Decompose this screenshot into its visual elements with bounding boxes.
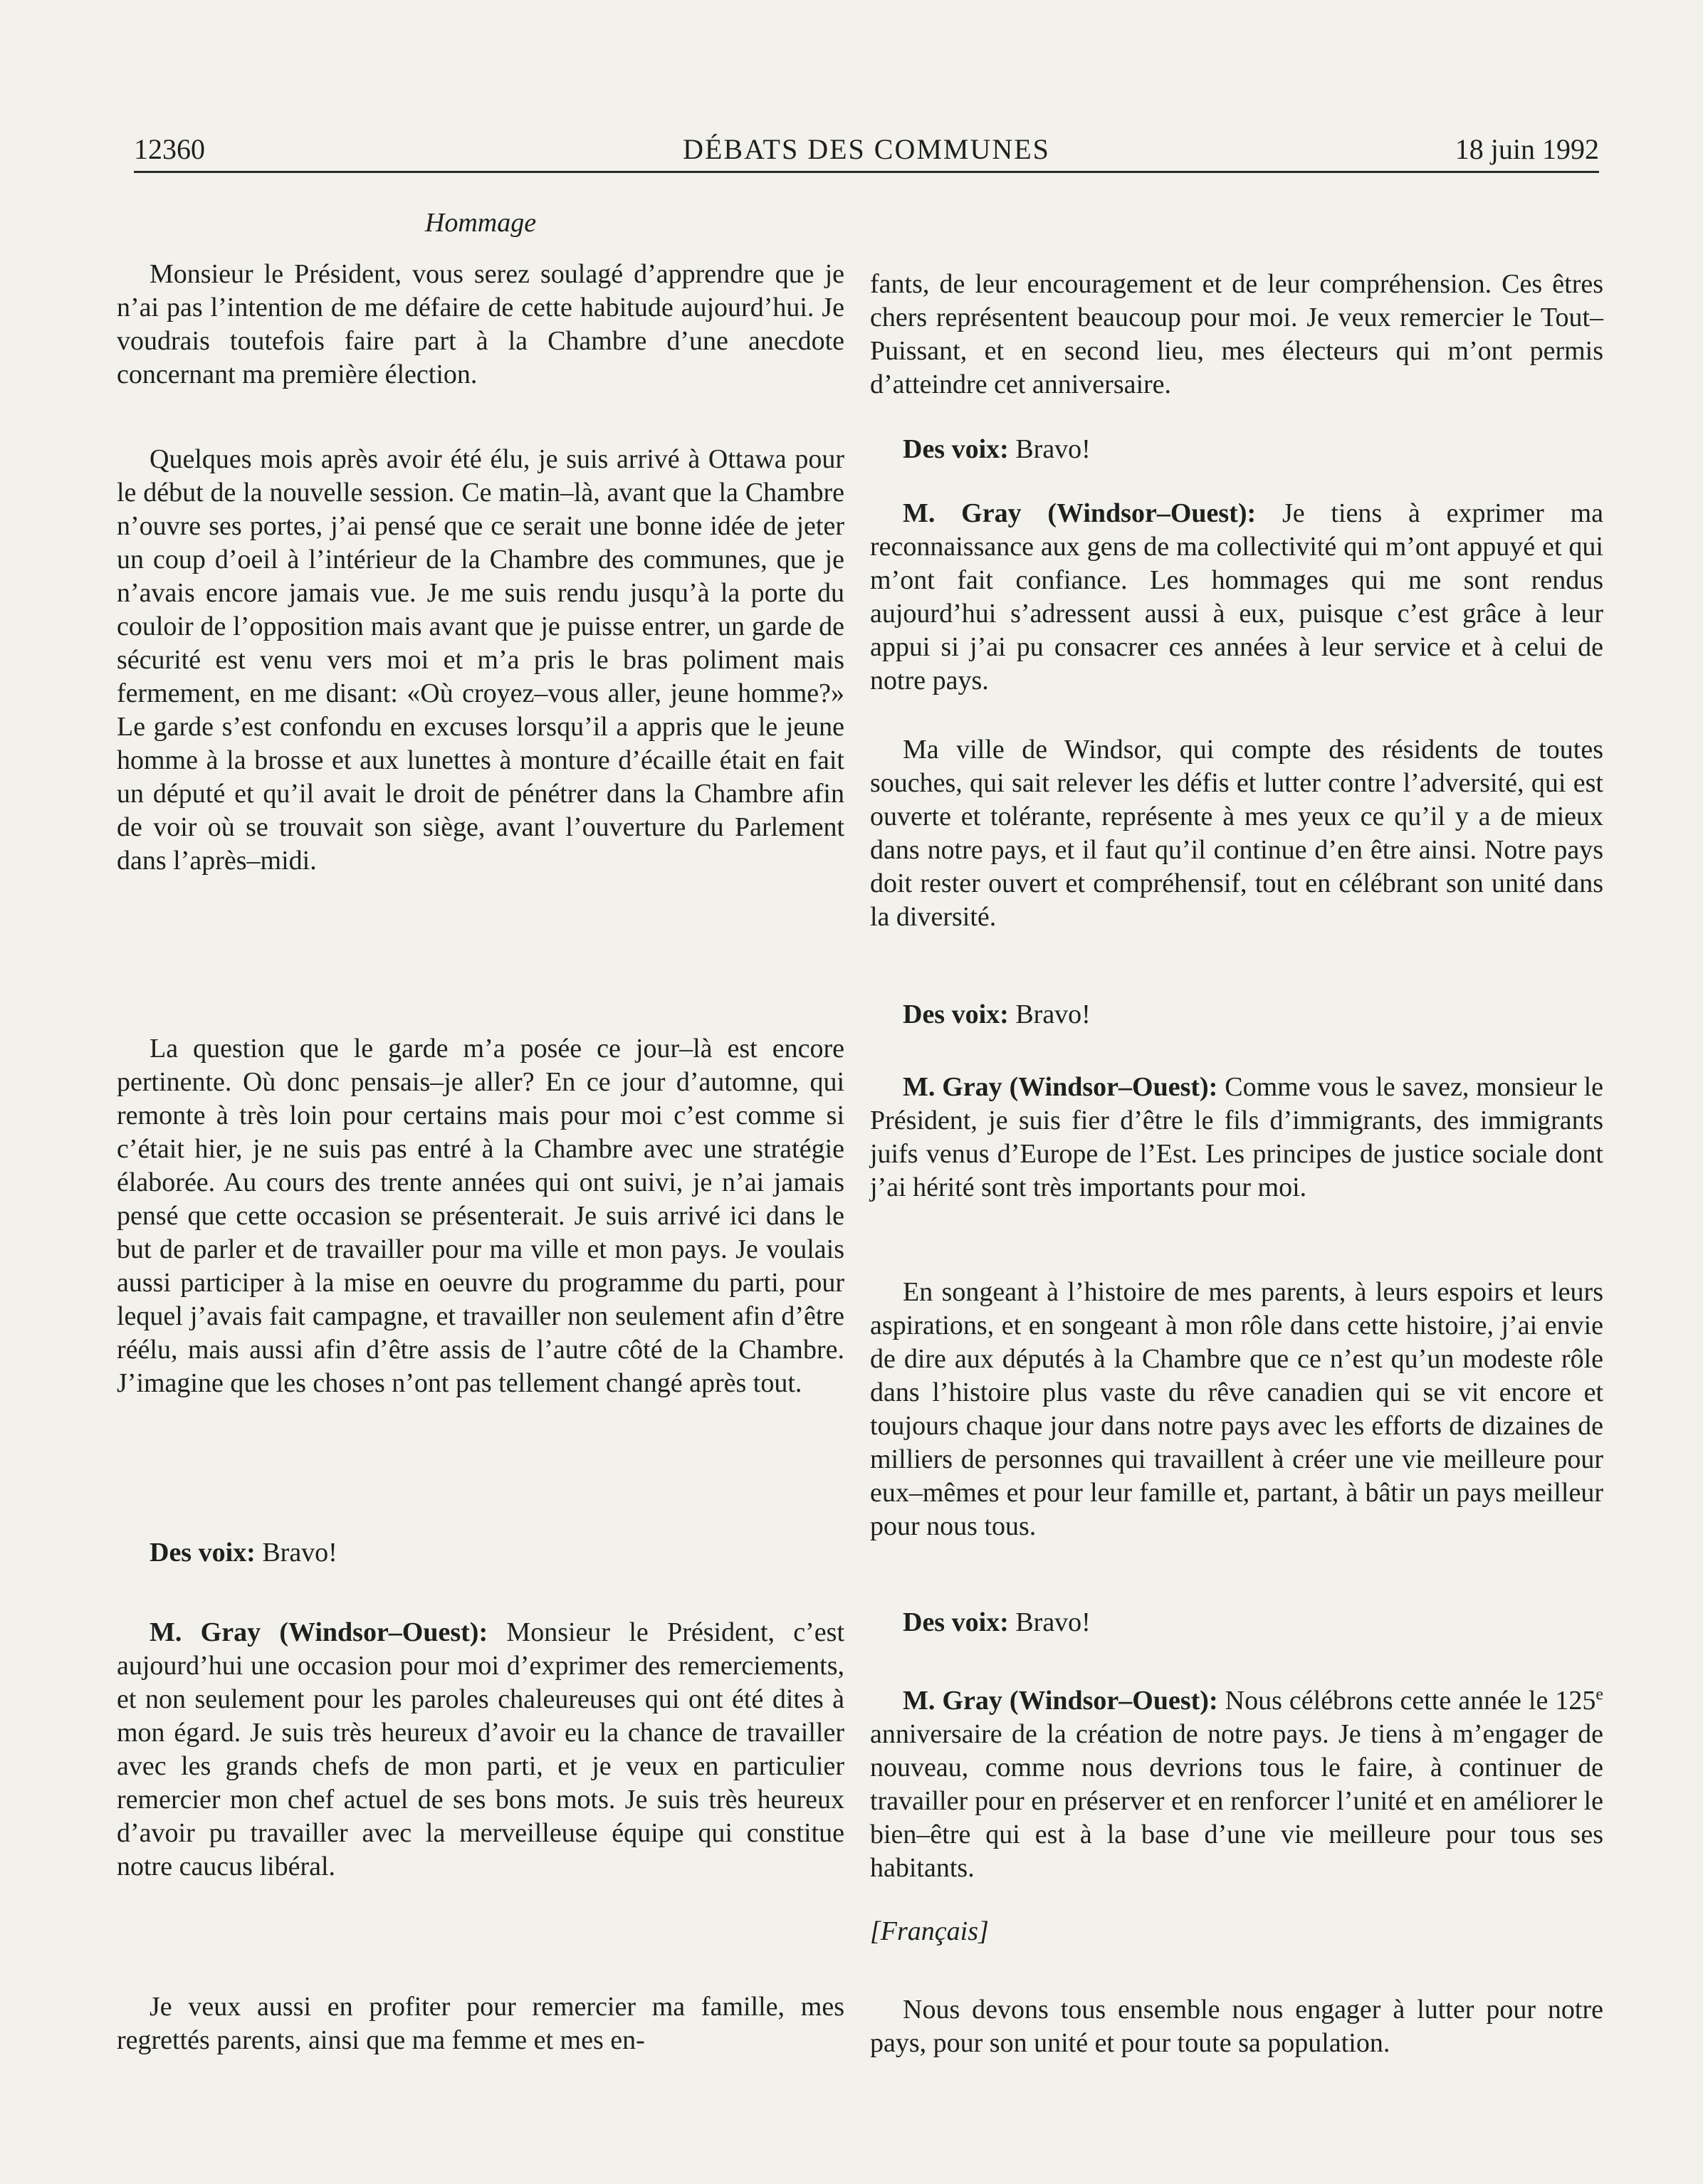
- ordinal-superscript: e: [1595, 1685, 1603, 1704]
- speaker-name: M. Gray (Windsor–Ouest):: [903, 1072, 1218, 1102]
- speech-text-a: Nous célébrons cette année le 125: [1225, 1686, 1596, 1716]
- right-interjection-1: [870, 433, 1603, 466]
- left-paragraph-1: Monsieur le Président, vous serez soulagé d’apprendre que je n’ai pas l’intention de me défaire de cette habitude aujourd’hui. Je voudrais toutefois faire part à la Chambre d’une anecdote concernant ma première élection.: [117, 259, 844, 389]
- language-tag: [Français]: [870, 1916, 989, 1946]
- speaker-name: M. Gray (Windsor–Ouest):: [903, 498, 1257, 528]
- right-paragraph-5: En songeant à l’histoire de mes parents, à leurs espoirs et leurs aspirations, et en songeant à mon rôle dans cette histoire, j’ai envie de dire aux députés à la Chambre que ce n’est qu’un modeste rôle dans l’histoire plus vaste du rêve canadien qui se vit encore et toujours chaque jour dans notre pays avec les efforts de dizaines de milliers de personnes qui travaillent à créer une vie meilleure pour eux–mêmes et pour leur famille et, partant, à bâtir un pays meilleur pour nous tous.: [870, 1277, 1603, 1541]
- publication-title: DÉBATS DES COMMUNES: [683, 133, 1050, 165]
- interjection-speaker: Des voix:: [150, 1538, 256, 1568]
- left-paragraph-2: Quelques mois après avoir été élu, je suis arrivé à Ottawa pour le début de la nouvelle session. Ce matin–là, avant que la Chambre n’ouvre ses portes, j’ai pensé que ce serait une bonne idée de jeter un coup d’oeil à l’intérieur de la Chambre des communes, que je n’avais encore jamais vue. Je me suis rendu jusqu’à la porte du couloir de l’opposition mais avant que je puisse entrer, un garde de sécurité est venu vers moi et m’a pris le bras poliment mais fermement, en me disant: «Où croyez–vous aller, jeune homme?» Le garde s’est confondu en excuses lorsqu’il a appris que le jeune homme à la brosse et aux lunettes à monture d’écaille était en fait un député et qu’il avait le droit de pénétrer dans la Chambre afin de voir où se trouvait son siège, avant l’ouverture du Parlement dans l’après–midi.: [117, 444, 844, 876]
- right-paragraph-1: fants, de leur encouragement et de leur compréhension. Ces êtres chers représentent beaucoup pour moi. Je veux remercier le Tout–Puissant, et en second lieu, mes électeurs qui m’ont permis d’atteindre cet anniversaire.: [870, 269, 1603, 399]
- right-paragraph-3: Ma ville de Windsor, qui compte des résidents de toutes souches, qui sait relever les défis et lutter contre l’adversité, qui est ouverte et tolérante, représente à mes yeux ce qu’il y a de mieux dans notre pays, et il faut qu’il continue d’en être ainsi. Notre pays doit rester ouvert et compréhensif, tout en célébrant son unité dans la diversité.: [870, 735, 1603, 932]
- section-title: Hommage: [424, 208, 537, 238]
- interjection-text: Bravo!: [1015, 999, 1091, 1029]
- speaker-name: M. Gray (Windsor–Ouest):: [150, 1617, 488, 1647]
- left-paragraph-3: La question que le garde m’a posée ce jour–là est encore pertinente. Où donc pensais–je aller? En ce jour d’automne, qui remonte à très loin pour certains mais pour moi c’est comme si c’était hier, je ne suis pas entré à la Chambre avec une stratégie élaborée. Au cours des trente années qui ont suivi, je n’ai jamais pensé que cette occasion se présenterait. Je suis arrivé ici dans le but de parler et de travailler pour ma ville et mon pays. Je voulais aussi participer à la mise en oeuvre du programme du parti, pour lequel j’avais fait campagne, et travailler non seulement afin d’être réélu, mais aussi afin d’être assis de l’autre côté de la Chambre. J’imagine que les choses n’ont pas tellement changé après tout.: [117, 1034, 844, 1398]
- speech-text: Monsieur le Président, c’est aujourd’hui une occasion pour moi d’exprimer des remerciements, et non seulement pour les paroles chaleureuses qui ont été dites à mon égard. Je suis très heureux d’avoir eu la chance de travailler avec les grands chefs de mon parti, et je veux en particulier remercier mon chef actuel de ses bons mots. Je suis très heureux d’avoir pu travailler avec la merveilleuse équipe qui constitue notre caucus libéral.: [117, 1617, 845, 1881]
- speech-text: Comme vous le savez, monsieur le Président, je suis fier d’être le fils d’immigrants, des immigrants juifs venus d’Europe de l’Est. Les principes de justice sociale dont j’ai hérité sont très importants pour moi.: [870, 1072, 1604, 1202]
- interjection-text: Bravo!: [262, 1538, 337, 1568]
- interjection-text: Bravo!: [1015, 434, 1091, 464]
- right-paragraph-4: [870, 1071, 1603, 1204]
- speech-text: Je tiens à exprimer ma reconnaissance aux gens de ma collectivité qui m’ont appuyé et qui m’ont fait confiance. Les hommages qui me sont rendus aujourd’hui s’adressent aussi à eux, puisque c’est grâce à leur appui si j’ai pu consacrer ces années à leur service et à celui de notre pays.: [870, 498, 1603, 695]
- interjection-speaker: Des voix:: [903, 999, 1009, 1029]
- right-interjection-3: [870, 1606, 1603, 1639]
- issue-date: 18 juin 1992: [1455, 133, 1599, 165]
- right-paragraph-2: [870, 497, 1603, 698]
- right-interjection-2: [870, 998, 1603, 1031]
- speaker-name: M. Gray (Windsor–Ouest):: [903, 1686, 1218, 1716]
- left-paragraph-4: [117, 1616, 844, 1884]
- page-number: 12360: [134, 133, 205, 165]
- interjection-speaker: Des voix:: [903, 1607, 1009, 1637]
- right-paragraph-7: Nous devons tous ensemble nous engager à lutter pour notre pays, pour son unité et pour toute sa population.: [870, 1995, 1603, 2058]
- running-head: [134, 128, 1599, 173]
- speech-text-b: anniversaire de la création de notre pays. Je tiens à m’engager de nouveau, comme nous devrions tous le faire, à continuer de travailler pour en préserver et en renforcer l’unité et en améliorer le bien–être qui est à la base d’une vie meilleure pour tous ses habitants.: [870, 1719, 1603, 1883]
- right-paragraph-6: [870, 1684, 1603, 1885]
- left-paragraph-5: Je veux aussi en profiter pour remercier ma famille, mes regrettés parents, ainsi que ma femme et mes en-: [117, 1992, 844, 2055]
- interjection-speaker: Des voix:: [903, 434, 1009, 464]
- interjection-text: Bravo!: [1015, 1607, 1091, 1637]
- left-interjection-1: [117, 1536, 844, 1570]
